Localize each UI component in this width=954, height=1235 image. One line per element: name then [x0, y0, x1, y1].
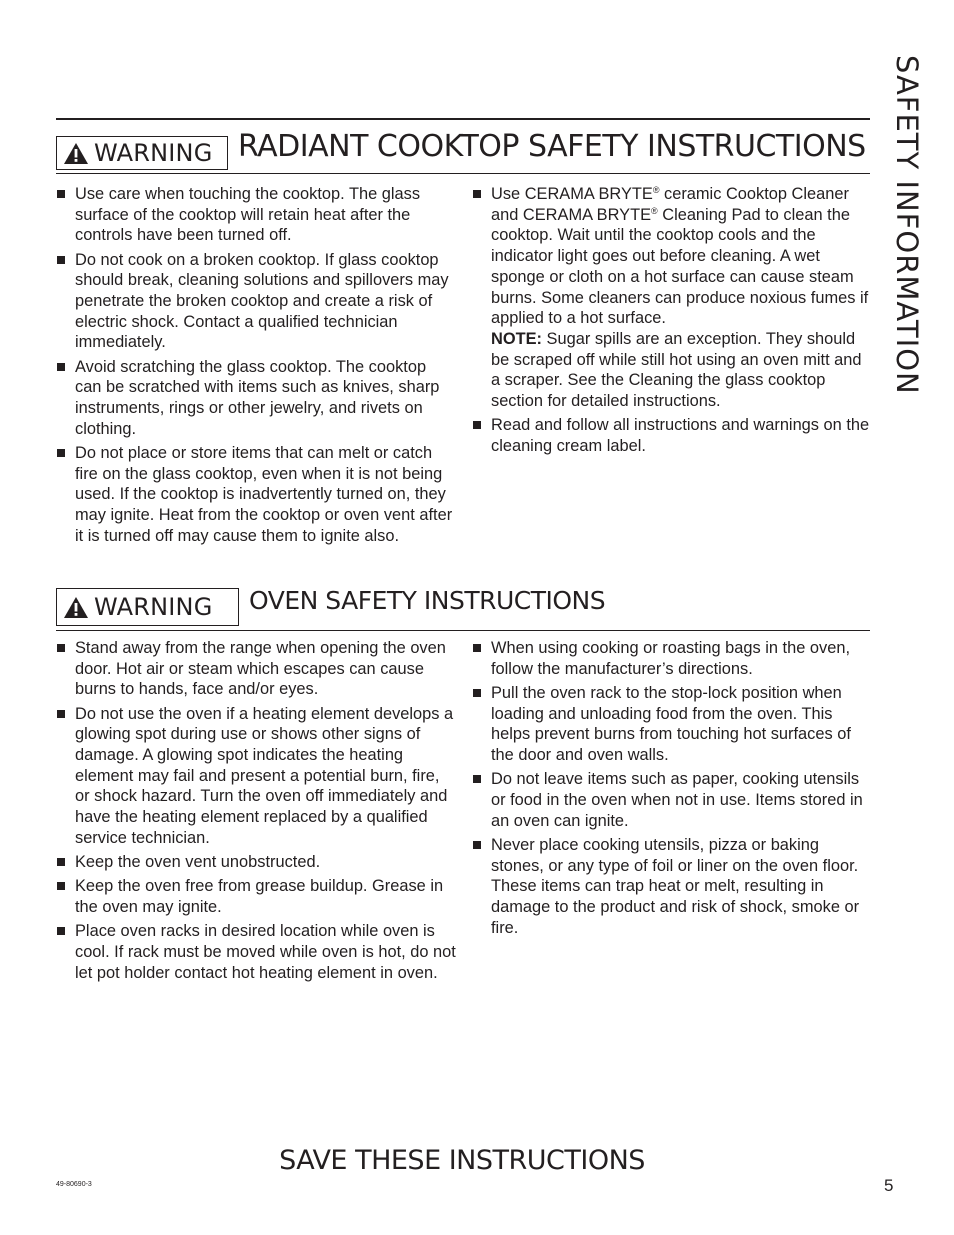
- list-item-text: Do not use the oven if a heating element develops a glowing spot during use or shows other signs of damage. A glowing spot indicates the heating element may fail and present a potential burn, fire, or shock hazard. Turn the oven off immediately and have the heating element replaced by a qualified service technician.: [75, 704, 454, 847]
- list-item-text: Pull the oven rack to the stop-lock position when loading and unloading food from the oven. This helps prevent burns from touching hot surfaces of the door and oven walls.: [491, 683, 851, 765]
- list-item: [472, 683, 872, 766]
- bullet-square: [57, 256, 65, 264]
- list-item: [472, 184, 872, 412]
- bullet-square: [473, 775, 481, 783]
- list-item: [56, 184, 456, 246]
- list-item-text: Keep the oven free from grease buildup. Grease in the oven may ignite.: [75, 877, 444, 916]
- registered-mark: ®: [651, 205, 658, 216]
- save-instructions-heading: SAVE THESE INSTRUCTIONS: [279, 1145, 645, 1176]
- bullet-square: [473, 421, 481, 429]
- list-item: [472, 638, 872, 679]
- list-item-text: Do not place or store items that can melt or catch fire on the glass cooktop, even when it is not being used. If the cooktop is inadvertently turned on, they may ignite. Heat from the cooktop or oven vent after it is turned off may cause them to ignite also.: [75, 443, 453, 545]
- note-text: Sugar spills are an exception. They should be scraped off while still hot using an oven mitt and a scraper. See the Cleaning the glass cooktop section for detailed instructions.: [491, 329, 862, 411]
- list-item-text: Read and follow all instructions and warnings on the cleaning cream label.: [491, 416, 870, 455]
- side-section-title: [885, 55, 929, 395]
- oven-title-underline: [56, 630, 870, 631]
- oven-right-list: [472, 638, 872, 942]
- list-item: [56, 638, 456, 700]
- list-item: [472, 835, 872, 939]
- list-item-text: Use care when touching the cooktop. The glass surface of the cooktop will retain heat after the controls have been turned off.: [75, 185, 421, 245]
- list-item-text: Use CERAMA BRYTE: [491, 185, 653, 203]
- bullet-square: [473, 689, 481, 697]
- list-item-text: Place oven racks in desired location while oven is cool. If rack must be moved while oven is hot, do not let pot holder contact hot heating element in oven.: [75, 922, 456, 982]
- warning-box: [56, 588, 239, 626]
- bullet-square: [57, 449, 65, 457]
- list-item: [56, 876, 456, 917]
- list-item: [472, 415, 872, 456]
- list-item: [56, 250, 456, 354]
- page-number: 5: [884, 1176, 894, 1195]
- oven-left-list: [56, 638, 456, 987]
- note-label: NOTE:: [491, 329, 542, 348]
- list-item-text: Cleaning Pad to clean the cooktop. Wait until the cooktop cools and the indicator light goes out before cleaning. A wet sponge or cloth on a hot surface can cause steam burns. Some cleaners can produce noxious fumes if applied to a hot surface.: [491, 205, 869, 328]
- list-item-text: Do not leave items such as paper, cooking utensils or food in the oven when not in use. Items stored in an oven can ignite.: [491, 770, 863, 830]
- list-item: [56, 704, 456, 849]
- list-item: [472, 769, 872, 831]
- cooktop-left-list: [56, 184, 456, 550]
- warning-triangle-icon: [63, 142, 89, 165]
- list-item-text: When using cooking or roasting bags in the oven, follow the manufacturer’s directions.: [491, 639, 850, 678]
- list-item: [56, 443, 456, 547]
- list-item-text: Never place cooking utensils, pizza or baking stones, or any type of foil or liner on the oven floor. These items can trap heat or melt, resulting in damage to the product and risk of shock, smoke or fire.: [491, 835, 860, 937]
- registered-mark: ®: [652, 185, 660, 195]
- bullet-square: [473, 644, 481, 652]
- bullet-square: [473, 190, 481, 198]
- cooktop-section-title: RADIANT COOKTOP SAFETY INSTRUCTIONS: [238, 129, 866, 164]
- bullet-square: [57, 882, 65, 890]
- bullet-square: [57, 644, 65, 652]
- warning-box: [56, 136, 228, 170]
- warning-triangle-icon: [63, 596, 89, 619]
- oven-section-title: OVEN SAFETY INSTRUCTIONS: [249, 586, 606, 615]
- list-item: [56, 921, 456, 983]
- list-item-text: Keep the oven vent unobstructed.: [75, 853, 321, 872]
- bullet-square: [473, 841, 481, 849]
- warning-label: WARNING: [94, 139, 213, 167]
- list-item: [56, 357, 456, 440]
- bullet-square: [57, 363, 65, 371]
- bullet-square: [57, 858, 65, 866]
- list-item-text: Do not cook on a broken cooktop. If glass cooktop should break, cleaning solutions and spillovers may penetrate the broken cooktop and create a risk of electric shock. Contact a qualified technician immediately.: [75, 250, 449, 352]
- list-item-text: Stand away from the range when opening the oven door. Hot air or steam which escapes can cause burns to hands, face and/or eyes.: [75, 639, 446, 699]
- bullet-square: [57, 927, 65, 935]
- warning-label: WARNING: [94, 593, 213, 621]
- list-item: [56, 852, 456, 873]
- list-item-text: ceramic Cooktop Cleaner and CERAMA BRYTE: [491, 185, 849, 224]
- cooktop-title-underline: [56, 173, 870, 174]
- list-item-text: Avoid scratching the glass cooktop. The cooktop can be scratched with items such as knives, sharp instruments, rings or other jewelry, and rivets on clothing.: [75, 357, 440, 438]
- bullet-square: [57, 710, 65, 718]
- bullet-square: [57, 190, 65, 198]
- top-rule: [56, 118, 870, 120]
- document-number: 49-80690-3: [56, 1181, 92, 1188]
- side-section-title-text: SAFETY INFORMATION: [890, 55, 924, 395]
- cooktop-right-list: [472, 184, 872, 460]
